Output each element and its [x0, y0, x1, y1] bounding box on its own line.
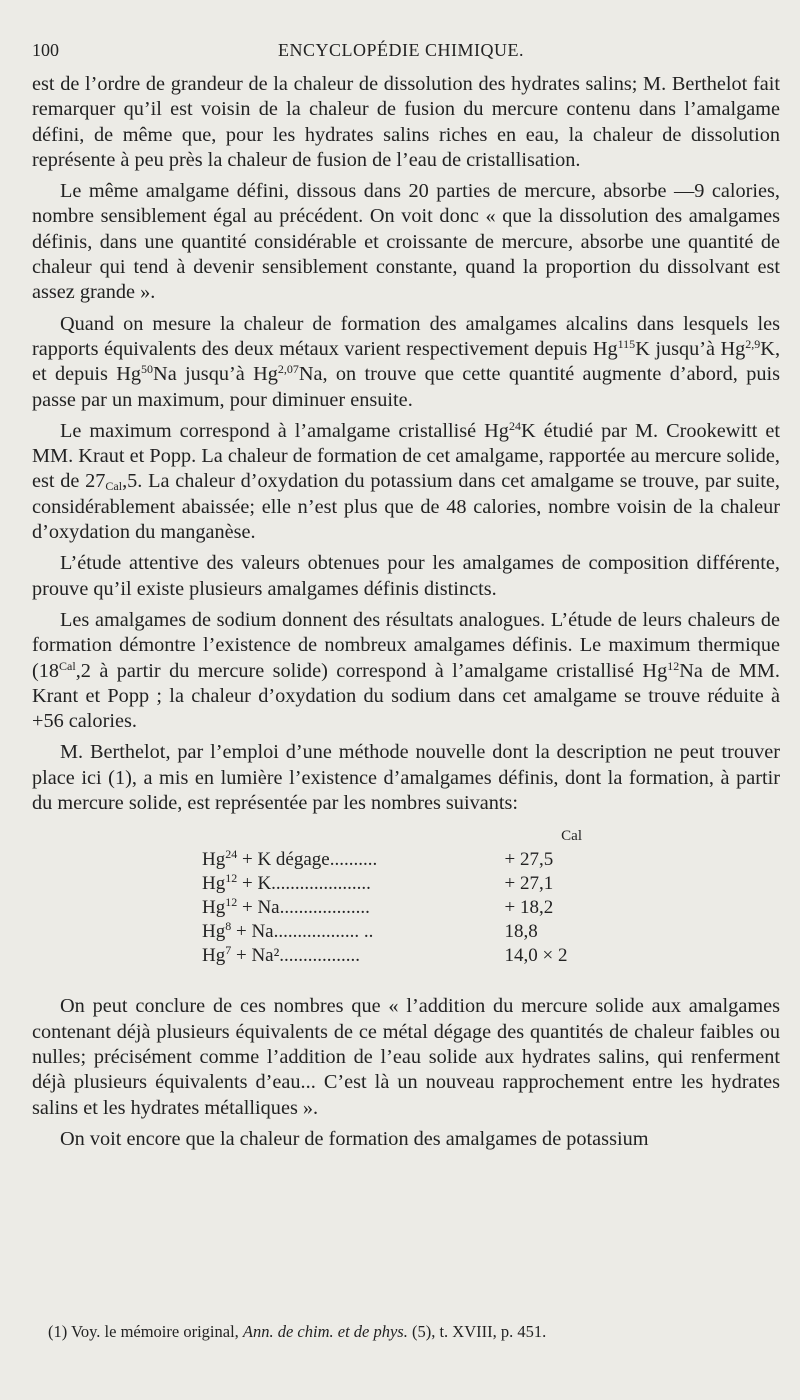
p6-text-a: Les amalgames de sodium donnent des résultats analogues. L’étude de leurs chaleurs de formation démontre l’existence de nombreux amalgames définis. Le maximum thermique (18: [32, 608, 780, 682]
footnote: [48, 1322, 788, 1342]
table-row: [202, 848, 642, 872]
formula-sup: 12: [225, 872, 238, 886]
formula-base: Hg: [202, 945, 226, 967]
formula-sup: 12: [225, 896, 238, 910]
paragraph-8: On peut conclure de ces nombres que « l’addition du mercure solide aux amalgames contenant déjà plusieurs équivalents de ce métal dégage des quantités de chaleur faibles ou nulles; précisément comme l’addition de l’eau solide aux hydrates salins, qui renferment déjà plusieurs équivalents d’eau... C’est là un nouveau rapprochement entre les hydrates salins et les hydrates métalliques ».: [32, 995, 780, 1119]
p6-text-b: ,2 à partir du mercure solide) correspond à l’amalgame cristallisé Hg: [75, 659, 668, 682]
table-row-value: + 27,5: [504, 849, 554, 871]
paragraph-1: est de l’ordre de grandeur de la chaleur de dissolution des hydrates salins; M. Berthelot fait remarquer qu’il est voisin de la chaleur de fusion du mercure contenu dans l’amalgame défini, de même que, pour les hydrates salins riches en eau, la chaleur de dissolution représente à peu près la chaleur de fusion de l’eau de cristallisation.: [32, 73, 780, 171]
running-title: ENCYCLOPÉDIE CHIMIQUE.: [278, 40, 524, 60]
p3-text-e: Na, on trouve que cette quantité augmente d’abord, puis passe par un maximum, pour diminuer ensuite.: [32, 363, 781, 411]
formula-base: Hg: [202, 921, 226, 943]
page-header: [32, 40, 770, 70]
paragraph-5: L’étude attentive des valeurs obtenues pour les amalgames de composition différente, prouve qu’il existe plusieurs amalgames définis distincts.: [32, 552, 780, 600]
p6-sup-1: Cal: [59, 658, 76, 673]
table-unit: Cal: [561, 828, 582, 845]
table-row-label: [202, 848, 497, 872]
p3-sup-3: 50: [141, 362, 154, 377]
p3-text-d: Na jusqu’à Hg: [153, 363, 278, 386]
table-row-label: [202, 920, 497, 944]
formula-sup: 24: [225, 848, 238, 862]
p3-sup-2: 2,9: [745, 336, 761, 351]
heat-table: [202, 824, 642, 968]
formula-rest: + Na...................: [237, 897, 370, 919]
p4-text-c: ,5. La chaleur d’oxydation du potassium dans cet amalgame se trouve, par suite, considérablement abaissée; elle n’est plus que de 48 calories, nombre voisin de la chaleur d’oxydation du manganèse.: [32, 470, 780, 544]
table-row-value: 18,8: [504, 921, 538, 943]
formula-rest: + Na².................: [231, 945, 361, 967]
p6-text-c: Na de MM. Krant et Popp ; la chaleur d’oxydation du sodium dans cet amalgame se trouve réduite à +56 calories.: [32, 659, 780, 733]
table-row-value: + 27,1: [504, 873, 554, 895]
formula-sup: 8: [225, 920, 232, 934]
p4-text-b: K étudié par M. Crookewitt et MM. Kraut et Popp. La chaleur de formation de cet amalgame, rapportée au mercure solide, est de 27: [32, 419, 780, 493]
formula-rest: + Na.................. ..: [231, 921, 374, 943]
paragraph-6: [32, 608, 780, 734]
table-unit-row: [202, 824, 642, 848]
p4-sup-1: 24: [508, 418, 521, 433]
table-row-label: [202, 872, 497, 896]
formula-sup: 7: [225, 944, 232, 958]
paragraph-2: Le même amalgame défini, dissous dans 20 parties de mercure, absorbe —9 calories, nombre sensiblement égal au précédent. On voit donc « que la dissolution des amalgames définis, dans une quantité considérable et croissante de mercure, absorbe une quantité de chaleur qui tend à devenir sensiblement constante, quand la proportion du dissolvant est assez grande ».: [32, 180, 780, 304]
formula-base: Hg: [202, 897, 226, 919]
p4-sub-1: Cal: [105, 479, 123, 494]
table-row: [202, 872, 642, 896]
paragraph-9: On voit encore que la chaleur de formation des amalgames de potassium: [60, 1127, 649, 1150]
p3-text-b: K jusqu’à Hg: [635, 337, 746, 360]
formula-rest: + K.....................: [237, 873, 371, 895]
paragraph-4: [32, 419, 780, 545]
p4-text-a: Le maximum correspond à l’amalgame cristallisé Hg: [60, 419, 509, 442]
p3-sup-4: 2,07: [277, 362, 299, 377]
footnote-prefix: (1) Voy. le mémoire original,: [48, 1322, 243, 1341]
p3-text-a: Quand on mesure la chaleur de formation des amalgames alcalins dans lesquels les rapports équivalents des deux métaux varient respectivement depuis Hg: [32, 312, 780, 360]
table-row: [202, 944, 642, 968]
table-row: [202, 920, 642, 944]
paragraph-3: [32, 312, 780, 413]
p3-text-c: K, et depuis Hg: [32, 337, 781, 386]
footnote-journal: Ann. de chim. et de phys.: [242, 1322, 408, 1341]
paragraph-7: M. Berthelot, par l’emploi d’une méthode nouvelle dont la description ne peut trouver place ici (1), a mis en lumière l’existence d’amalgames définis, dont la formation, à partir du mercure solide, est représentée par les nombres suivants:: [32, 741, 780, 815]
table-row: [202, 896, 642, 920]
formula-rest: + K dégage..........: [237, 849, 378, 871]
formula-base: Hg: [202, 849, 226, 871]
table-row-value: + 18,2: [504, 897, 554, 919]
p3-sup-1: 115: [617, 336, 636, 351]
body-text: [32, 72, 780, 1158]
page-number: 100: [32, 40, 59, 60]
table-row-value: 14,0 × 2: [504, 945, 568, 967]
formula-base: Hg: [202, 873, 226, 895]
table-row-label: [202, 944, 497, 968]
footnote-suffix: (5), t. XVIII, p. 451.: [407, 1322, 547, 1341]
table-row-label: [202, 896, 497, 920]
p6-sup-2: 12: [667, 658, 680, 673]
